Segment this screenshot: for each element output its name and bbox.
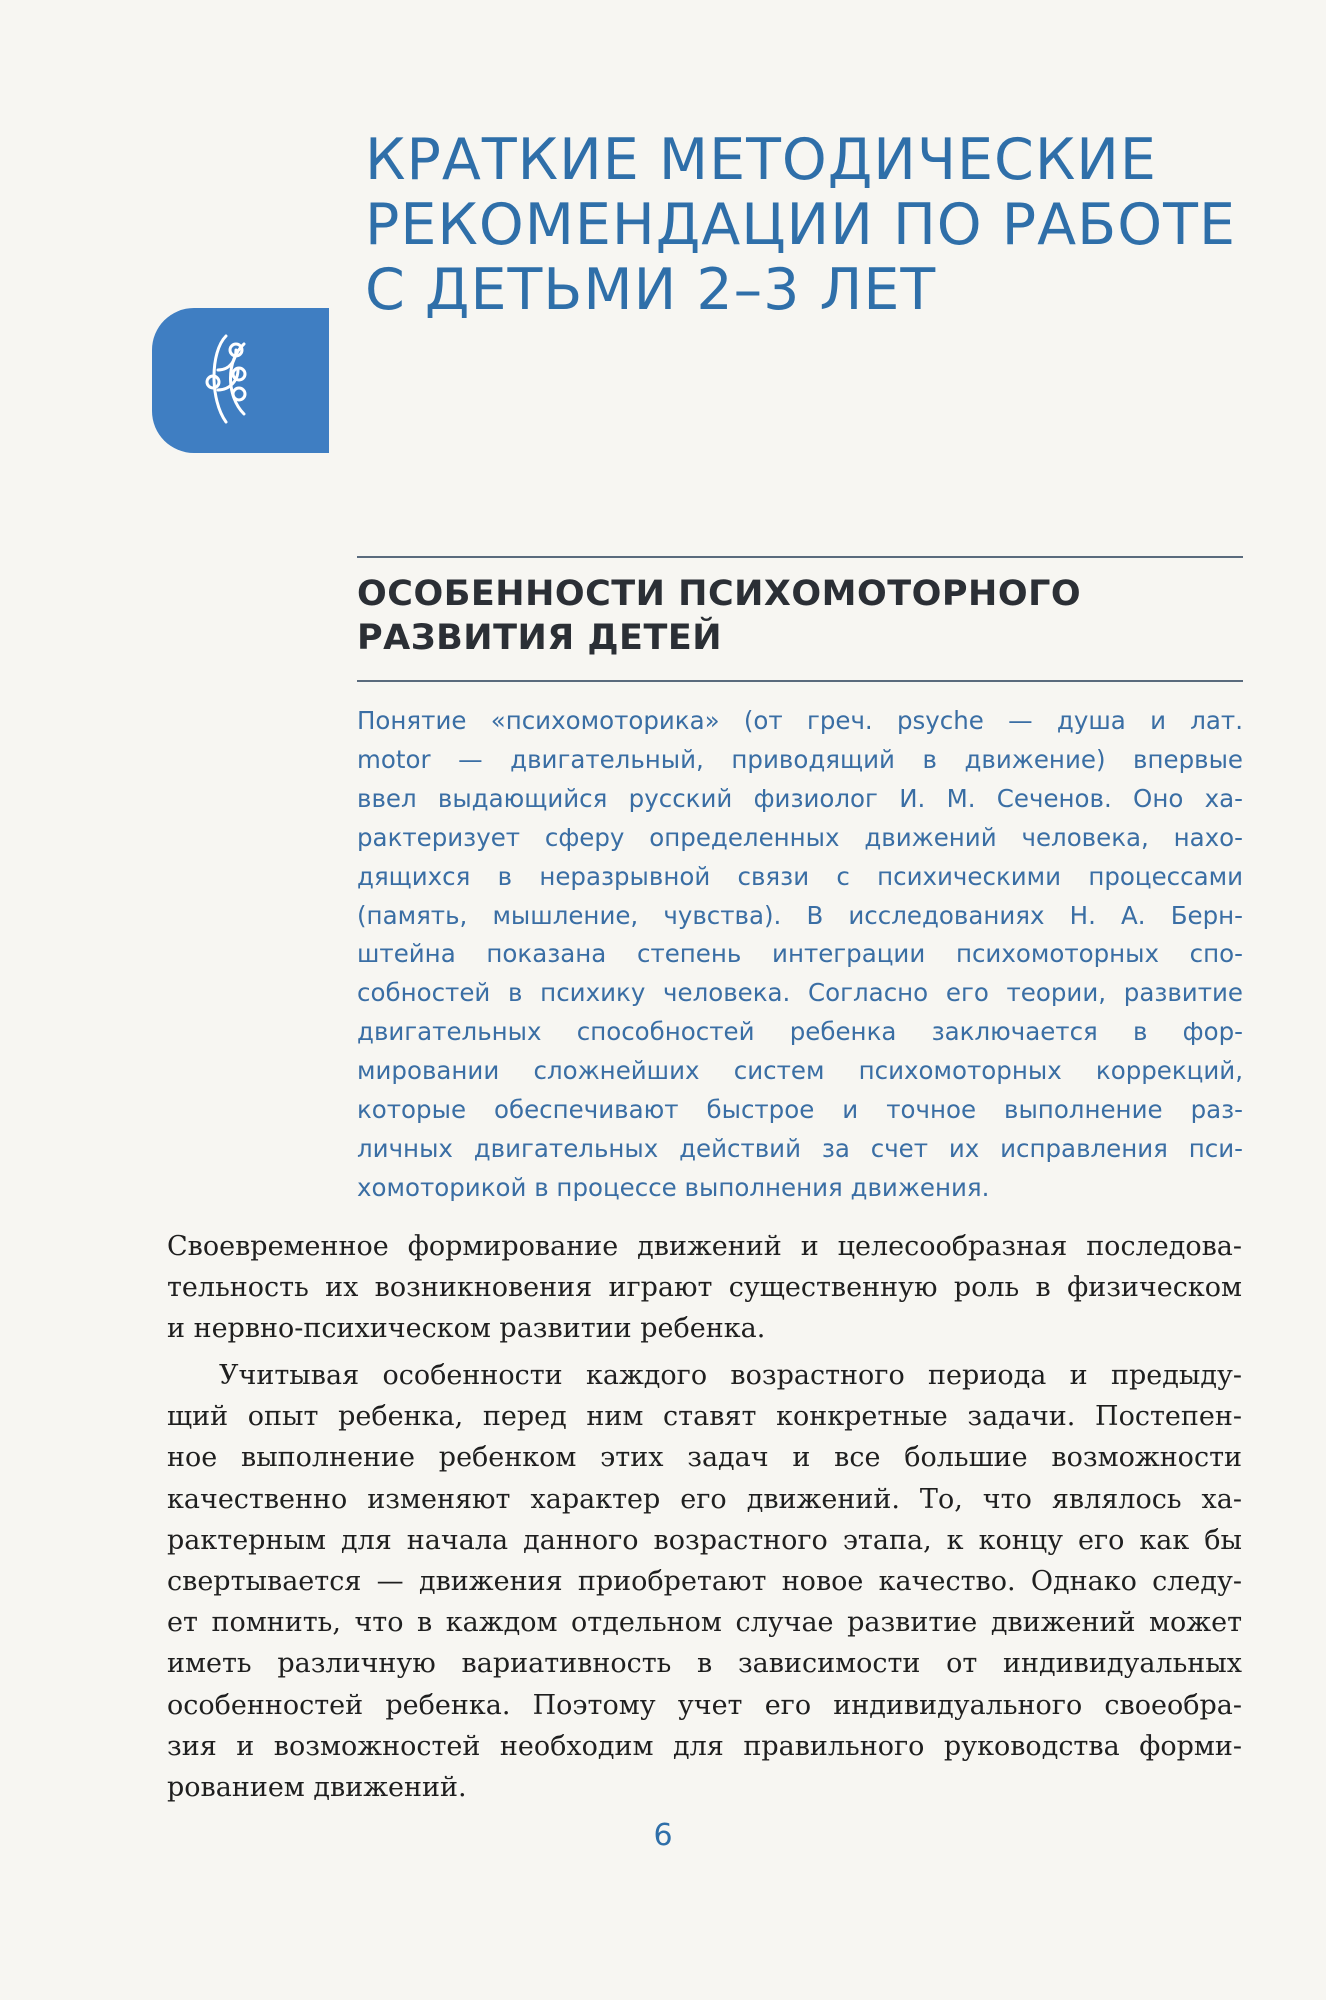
body-line: рактерным для начала данного возрастного этапа, к концу его как бы [167, 1524, 1242, 1556]
lead-line: рактеризует сферу определенных движений человека, нахо- [357, 822, 1243, 852]
section-title-line: ОСОБЕННОСТИ ПСИХОМОТОРНОГО [357, 574, 1082, 614]
section-title-line: РАЗВИТИЯ ДЕТЕЙ [357, 618, 723, 658]
lead-line: мировании сложнейших систем психомоторных коррекций, [357, 1056, 1243, 1086]
lead-line: которые обеспечивают быстрое и точное выполнение раз- [357, 1095, 1243, 1125]
lead-line: хомоторикой в процессе выполнения движения. [357, 1172, 990, 1202]
body-line: тельность их возникновения играют существенную роль в физическом [167, 1272, 1242, 1304]
section-rule-bottom [357, 680, 1243, 682]
body-line: особенностей ребенка. Поэтому учет его индивидуального своеобра- [167, 1689, 1242, 1721]
lead-line: Понятие «психомоторика» (от греч. psyche — душа и лат. [357, 706, 1243, 735]
section-rule-top [357, 556, 1243, 558]
body-line: иметь различную вариативность в зависимости от индивидуальных [167, 1648, 1242, 1680]
body-paragraph-2 [167, 1355, 1242, 1808]
body-line: ет помнить, что в каждом отдельном случае развитие движений может [167, 1607, 1242, 1639]
lead-line: штейна показана степень интеграции психомоторных спо- [357, 939, 1243, 969]
chapter-title-line: КРАТКИЕ МЕТОДИЧЕСКИЕ [365, 127, 1157, 193]
chapter-badge [152, 308, 329, 453]
body-line: качественно изменяют характер его движений. То, что являлось ха- [167, 1483, 1242, 1515]
body-line: щий опыт ребенка, перед ним ставят конкретные задачи. Постепен- [167, 1401, 1242, 1433]
lead-line: (память, мышление, чувства). В исследованиях Н. А. Берн- [357, 900, 1243, 930]
lead-line: двигательных способностей ребенка заключается в фор- [357, 1017, 1243, 1047]
lead-paragraph [357, 702, 1243, 1208]
chapter-title-line: РЕКОМЕНДАЦИИ ПО РАБОТЕ [365, 192, 1236, 258]
psychomotor-icon [196, 330, 266, 430]
section-title [357, 572, 1243, 660]
lead-line: собностей в психику человека. Согласно его теории, развитие [357, 978, 1243, 1008]
body-line: Своевременное формирование движений и целесообразная последова- [167, 1231, 1242, 1262]
lead-line: личных двигательных действий за счет их исправления пси- [357, 1133, 1243, 1163]
lead-line: ввел выдающийся русский физиолог И. М. Сеченов. Оно ха- [357, 783, 1243, 813]
body-line: рованием движений. [167, 1772, 467, 1804]
body-line: зия и возможностей необходим для правильного руководства форми- [167, 1730, 1242, 1762]
body-paragraph-1 [167, 1226, 1242, 1350]
chapter-title-line: С ДЕТЬМИ 2–3 ЛЕТ [365, 257, 937, 323]
lead-line: дящихся в неразрывной связи с психическими процессами [357, 861, 1243, 891]
lead-line: motor — двигательный, приводящий в движение) впервые [357, 744, 1243, 774]
chapter-title [365, 128, 1265, 323]
body-line: и нервно-психическом развитии ребенка. [167, 1313, 766, 1345]
body-line: ное выполнение ребенком этих задач и все большие возможности [167, 1442, 1242, 1474]
page-number: 6 [653, 1818, 673, 1853]
body-line: Учитывая особенности каждого возрастного периода и предыду- [219, 1360, 1242, 1391]
body-line: свертывается — движения приобретают новое качество. Однако следу- [167, 1566, 1242, 1598]
